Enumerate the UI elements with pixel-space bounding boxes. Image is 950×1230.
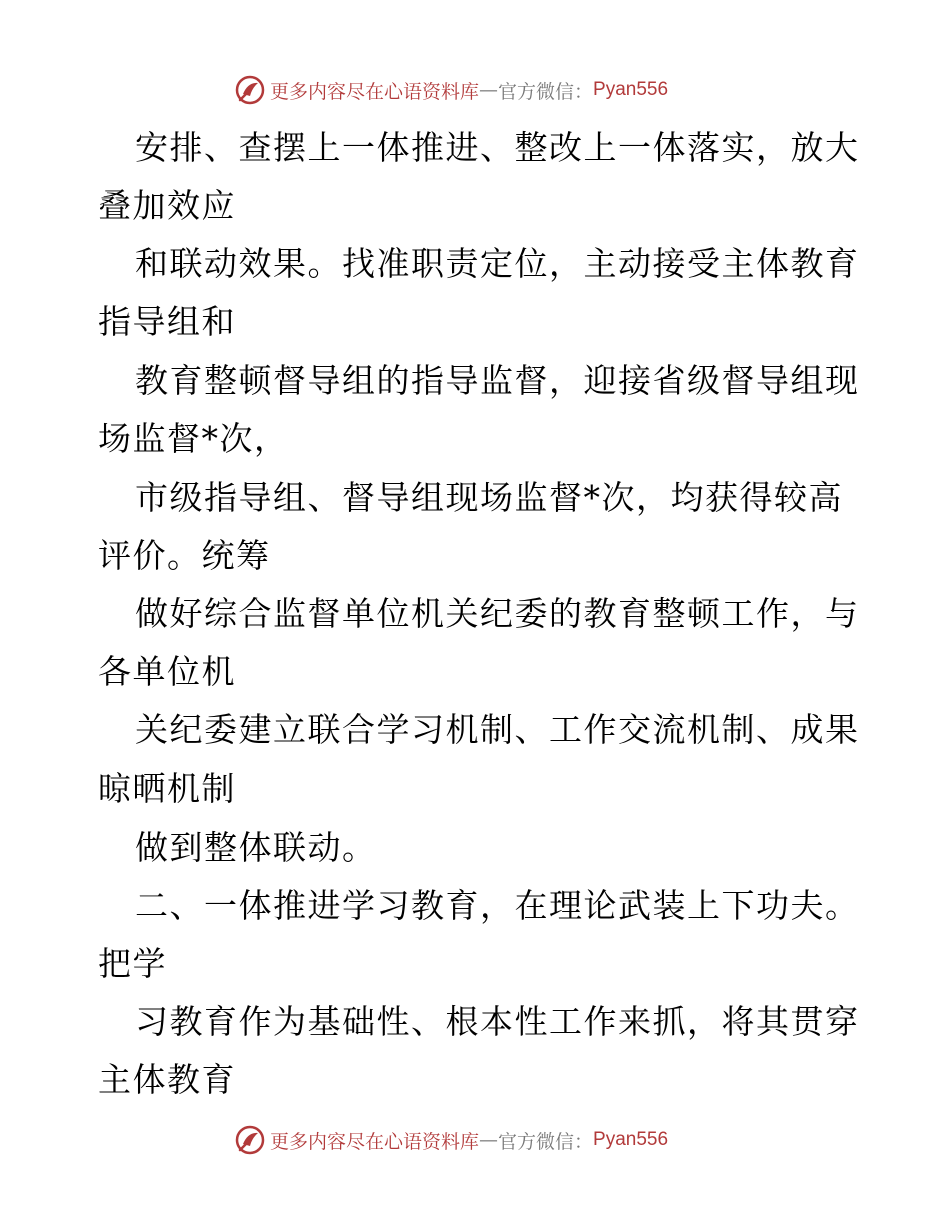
- watermark-wechat-id: Pyan556: [593, 79, 669, 100]
- watermark-text: 更多内容尽在心语资料库: [270, 80, 480, 103]
- watermark-label: 官方微信：: [498, 80, 594, 103]
- text-line: 主体教育: [98, 1060, 236, 1099]
- text-line: 做好综合监督单位机关纪委的教育整顿工作，与: [135, 594, 860, 633]
- watermark-separator: —: [479, 79, 499, 101]
- footer-watermark: [234, 1123, 668, 1157]
- text-line: 安排、查摆上一体推进、整改上一体落实，放大: [135, 128, 860, 167]
- watermark-separator: —: [479, 1129, 499, 1151]
- text-line: 和联动效果。找准职责定位，主动接受主体教育: [135, 244, 860, 283]
- text-line: 关纪委建立联合学习机制、工作交流机制、成果: [135, 710, 860, 749]
- text-line: 习教育作为基础性、根本性工作来抓，将其贯穿: [135, 1002, 860, 1041]
- watermark-text: 更多内容尽在心语资料库: [270, 1130, 480, 1153]
- logo-icon: [234, 1124, 266, 1156]
- text-line: 做到整体联动。: [135, 828, 377, 867]
- text-line: 晾晒机制: [98, 769, 236, 808]
- text-line: 二、一体推进学习教育，在理论武装上下功夫。: [135, 886, 860, 925]
- logo-icon: [234, 74, 266, 106]
- watermark-label: 官方微信：: [498, 1130, 594, 1153]
- text-line: 把学: [98, 944, 167, 983]
- text-line: 场监督*次，: [98, 419, 289, 458]
- text-line: 指导组和: [98, 302, 236, 341]
- text-line: 各单位机: [98, 652, 236, 691]
- text-line: 教育整顿督导组的指导监督，迎接省级督导组现: [135, 361, 860, 400]
- text-line: 评价。统筹: [98, 536, 271, 575]
- watermark-wechat-id: Pyan556: [593, 1129, 669, 1150]
- text-line: 市级指导组、督导组现场监督*次，均获得较高: [135, 478, 843, 517]
- text-line: 叠加效应: [98, 186, 236, 225]
- header-watermark: [234, 73, 668, 107]
